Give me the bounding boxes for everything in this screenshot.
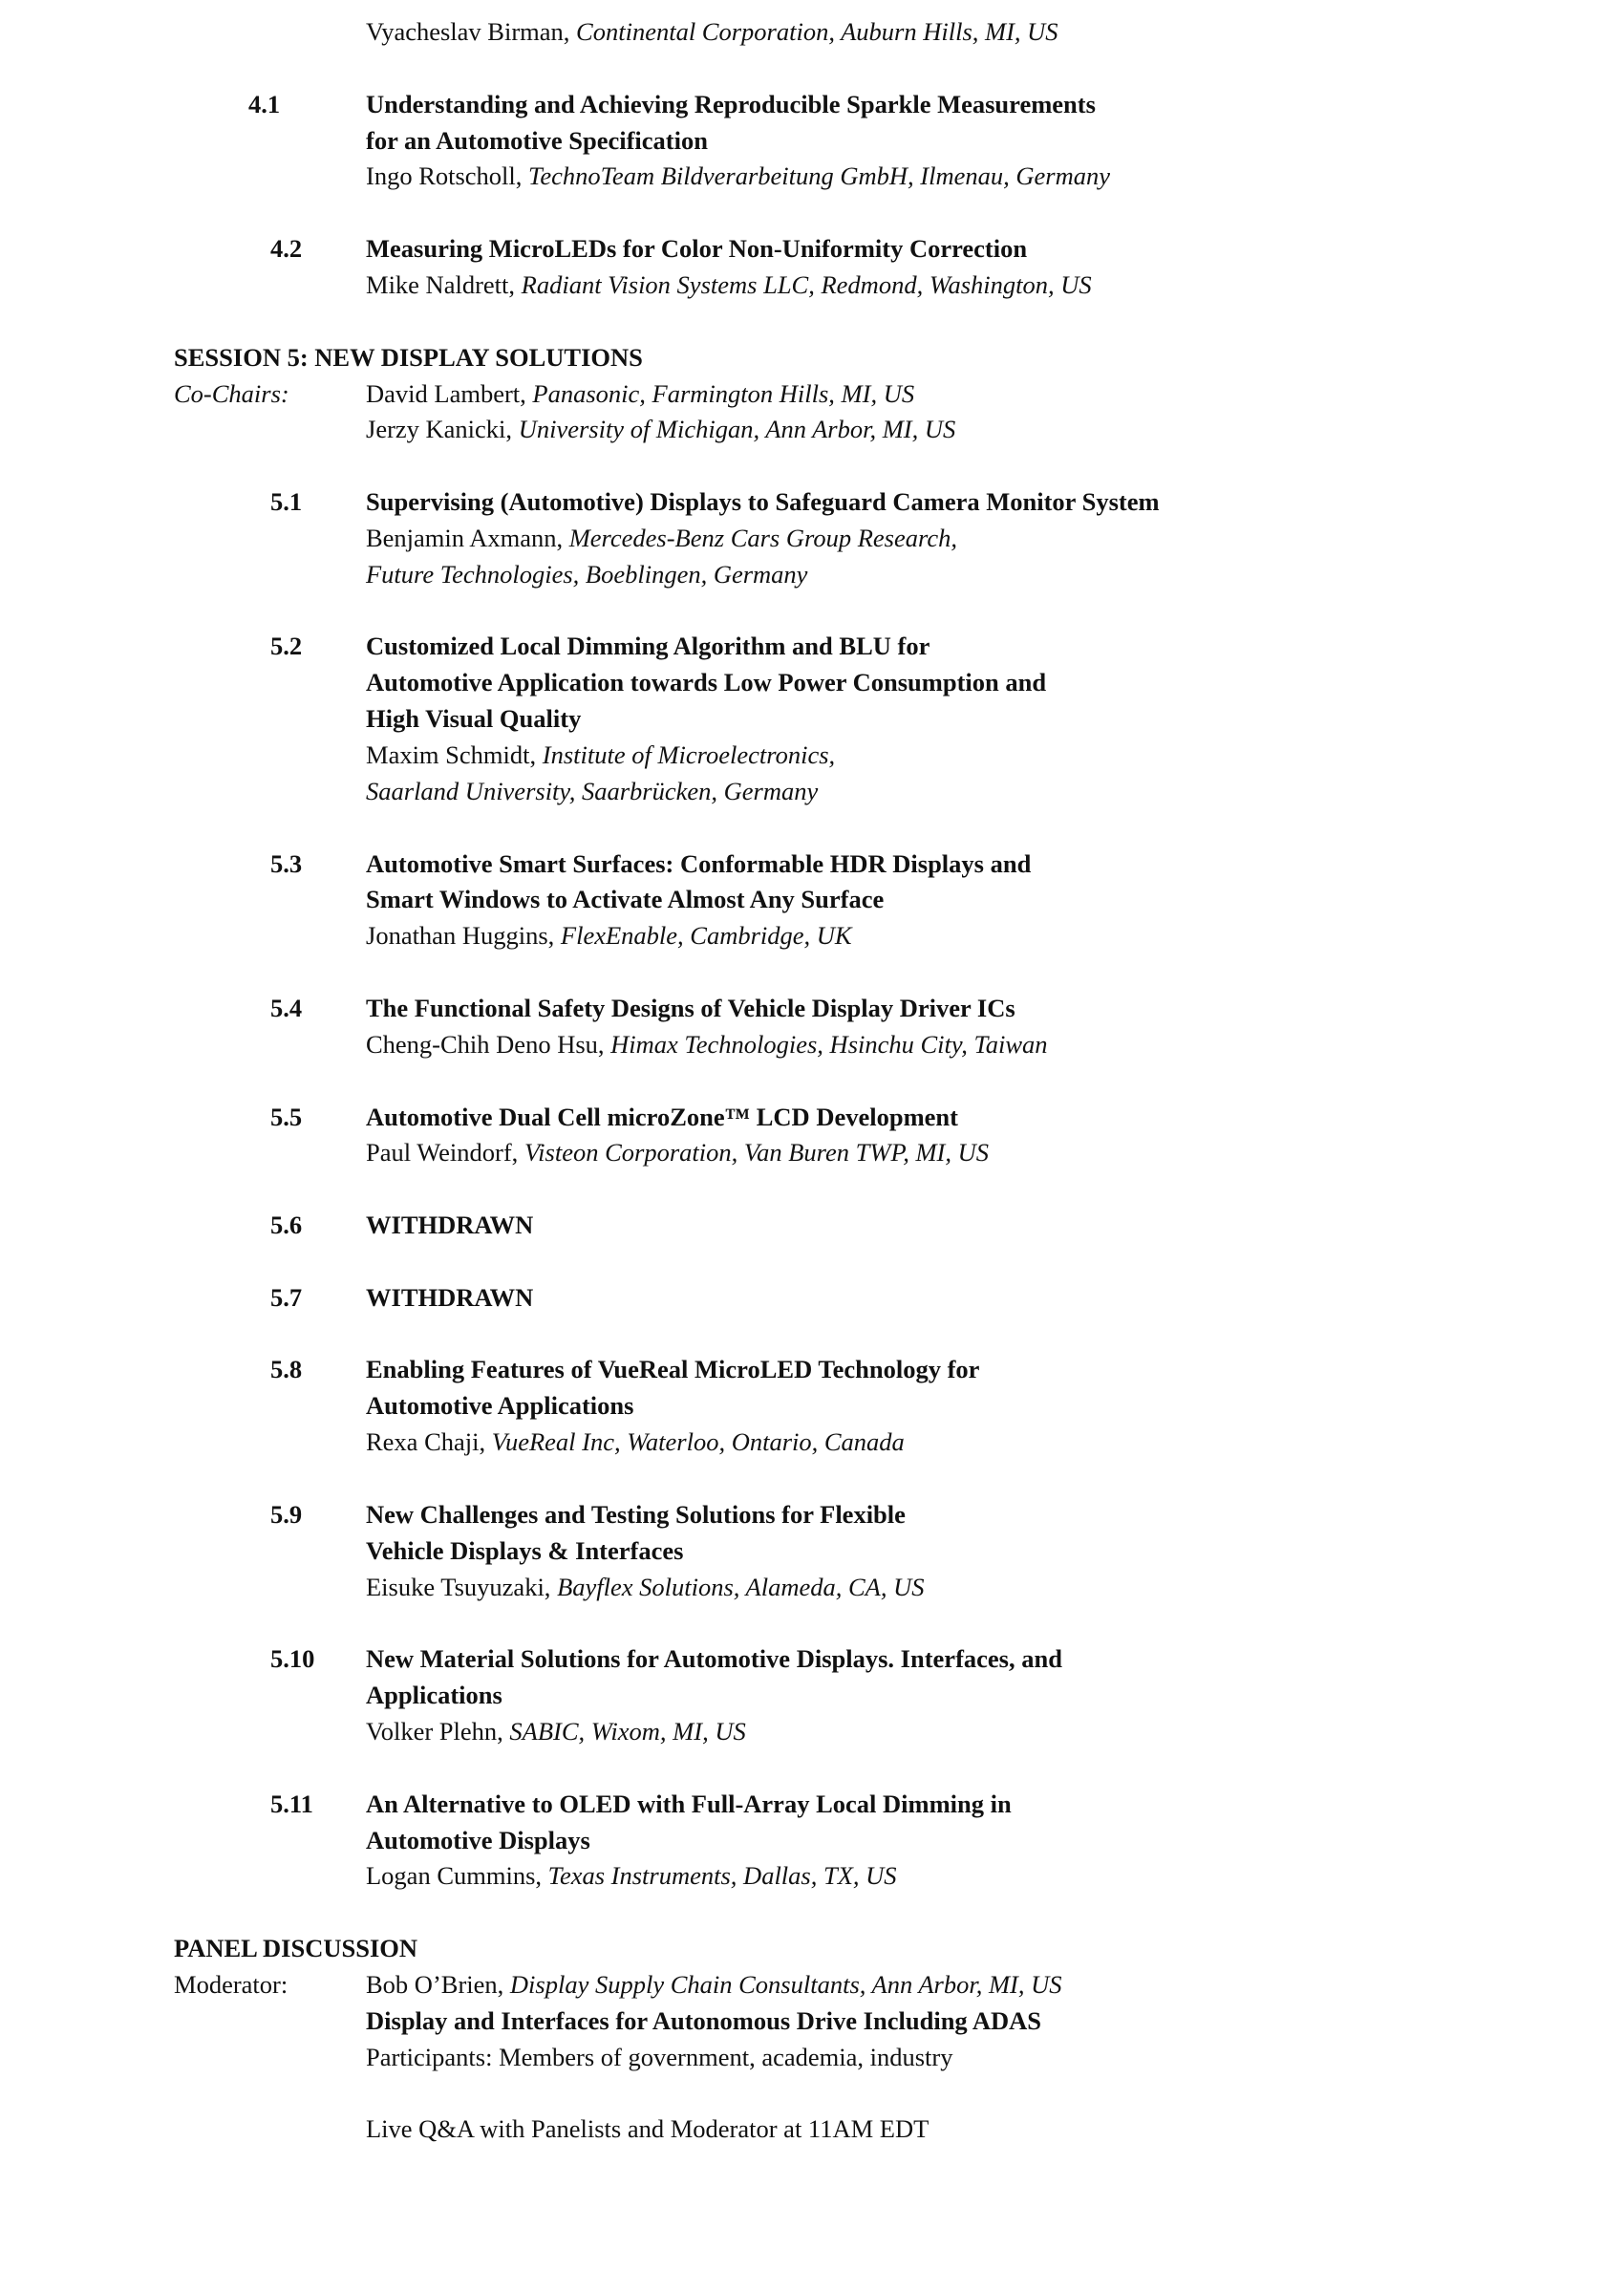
- author-name: Jonathan Huggins,: [366, 921, 555, 950]
- author-name: Mike Naldrett,: [366, 270, 516, 299]
- author-name: Eisuke Tsuyuzaki,: [366, 1573, 551, 1601]
- talk-affiliation-continued: [366, 556, 807, 592]
- author-affiliation: Mercedes-Benz Cars Group Research,: [568, 524, 957, 552]
- talk-number: 5.8: [270, 1355, 303, 1383]
- talk-title: for an Automotive Specification: [366, 126, 708, 155]
- author-name: Volker Plehn,: [366, 1717, 503, 1746]
- talk-affiliation-continued: [366, 773, 818, 809]
- author-affiliation: VueReal Inc, Waterloo, Ontario, Canada: [491, 1427, 905, 1456]
- author-affiliation: Radiant Vision Systems LLC, Redmond, Washington, US: [521, 270, 1092, 299]
- talk-author: [366, 1857, 897, 1894]
- author-affiliation: Texas Instruments, Dallas, TX, US: [547, 1861, 897, 1890]
- author-affiliation: Bayflex Solutions, Alameda, CA, US: [557, 1573, 925, 1601]
- panel-title: Display and Interfaces for Autonomous Drive Including ADAS: [366, 2006, 1041, 2035]
- author-name: Rexa Chaji,: [366, 1427, 486, 1456]
- talk-title: Automotive Dual Cell microZone™ LCD Development: [366, 1103, 958, 1131]
- talk-author: [366, 158, 1110, 194]
- talk-title: Automotive Applications: [366, 1391, 634, 1420]
- talk-author: [366, 1424, 905, 1460]
- talk-author: [366, 737, 835, 773]
- talk-number: 5.4: [270, 994, 303, 1022]
- talk-author: [366, 520, 957, 556]
- author-affiliation: Saarland University, Saarbrücken, Germany: [366, 777, 819, 805]
- author-affiliation: Display Supply Chain Consultants, Ann Arbor, MI, US: [509, 1970, 1062, 1999]
- author-name: Ingo Rotscholl,: [366, 161, 523, 190]
- talk-author: [366, 917, 852, 954]
- talk-number: 5.1: [270, 487, 303, 516]
- author-name: Benjamin Axmann,: [366, 524, 564, 552]
- author-affiliation: Himax Technologies, Hsinchu City, Taiwan: [610, 1030, 1048, 1059]
- cochairs-label: Co-Chairs:: [174, 379, 289, 408]
- author-name: Logan Cummins,: [366, 1861, 543, 1890]
- talk-number: 5.7: [270, 1283, 303, 1312]
- talk-title: Automotive Displays: [366, 1826, 590, 1854]
- talk-title: Understanding and Achieving Reproducible Sparkle Measurements: [366, 90, 1096, 118]
- talk-title: High Visual Quality: [366, 704, 582, 733]
- talk-title: Vehicle Displays & Interfaces: [366, 1536, 684, 1565]
- talk-number: 5.6: [270, 1211, 303, 1239]
- talk-title: Supervising (Automotive) Displays to Safeguard Camera Monitor System: [366, 487, 1160, 516]
- talk-author: [366, 1713, 746, 1749]
- author-affiliation: TechnoTeam Bildverarbeitung GmbH, Ilmenau, Germany: [528, 161, 1110, 190]
- talk-title: Automotive Application towards Low Power Consumption and: [366, 668, 1047, 696]
- talk-number: 5.10: [270, 1644, 315, 1673]
- talk-author: [366, 267, 1092, 303]
- author-name: Bob O’Brien,: [366, 1970, 504, 1999]
- author-affiliation: Future Technologies, Boeblingen, Germany: [366, 560, 808, 589]
- talk-title: The Functional Safety Designs of Vehicle Display Driver ICs: [366, 994, 1015, 1022]
- author-affiliation: SABIC, Wixom, MI, US: [509, 1717, 746, 1746]
- author-name: Vyacheslav Birman,: [366, 17, 570, 46]
- talk-title: WITHDRAWN: [366, 1283, 534, 1312]
- author-name: Jerzy Kanicki,: [366, 415, 513, 443]
- live-qa-note: Live Q&A with Panelists and Moderator at 11AM EDT: [366, 2114, 930, 2143]
- top-author-line: [366, 13, 1058, 50]
- talk-number: 5.2: [270, 632, 303, 660]
- author-affiliation: University of Michigan, Ann Arbor, MI, US: [518, 415, 956, 443]
- panel-participants: Participants: Members of government, academia, industry: [366, 2043, 953, 2071]
- moderator-label: Moderator:: [174, 1970, 288, 1999]
- talk-title: An Alternative to OLED with Full-Array Local Dimming in: [366, 1789, 1012, 1818]
- author-name: Paul Weindorf,: [366, 1138, 519, 1167]
- talk-number: 4.1: [248, 90, 281, 118]
- talk-number: 5.3: [270, 849, 303, 878]
- author-affiliation: Visteon Corporation, Van Buren TWP, MI, US: [524, 1138, 990, 1167]
- session-heading: SESSION 5: NEW DISPLAY SOLUTIONS: [174, 343, 643, 372]
- talk-author: [366, 1569, 925, 1605]
- talk-title: New Challenges and Testing Solutions for Flexible: [366, 1500, 906, 1529]
- talk-number: 5.9: [270, 1500, 303, 1529]
- talk-number: 5.11: [270, 1789, 313, 1818]
- cochair-line: [366, 375, 914, 412]
- talk-number: 5.5: [270, 1103, 303, 1131]
- talk-title: New Material Solutions for Automotive Displays. Interfaces, and: [366, 1644, 1062, 1673]
- talk-title: Measuring MicroLEDs for Color Non-Uniformity Correction: [366, 234, 1028, 263]
- author-affiliation: Institute of Microelectronics,: [542, 740, 836, 769]
- cochair-line: [366, 411, 955, 447]
- talk-number: 4.2: [270, 234, 303, 263]
- author-affiliation: FlexEnable, Cambridge, UK: [560, 921, 852, 950]
- author-affiliation: Continental Corporation, Auburn Hills, MI, US: [576, 17, 1058, 46]
- author-name: Maxim Schmidt,: [366, 740, 537, 769]
- talk-title: WITHDRAWN: [366, 1211, 534, 1239]
- moderator-line: [366, 1966, 1062, 2003]
- talk-title: Customized Local Dimming Algorithm and BLU for: [366, 632, 930, 660]
- talk-title: Enabling Features of VueReal MicroLED Technology for: [366, 1355, 980, 1383]
- talk-title: Automotive Smart Surfaces: Conformable HDR Displays and: [366, 849, 1032, 878]
- talk-title: Smart Windows to Activate Almost Any Surface: [366, 885, 885, 913]
- talk-author: [366, 1026, 1048, 1062]
- panel-heading: PANEL DISCUSSION: [174, 1934, 418, 1962]
- author-affiliation: Panasonic, Farmington Hills, MI, US: [532, 379, 915, 408]
- talk-author: [366, 1134, 989, 1170]
- author-name: David Lambert,: [366, 379, 526, 408]
- author-name: Cheng-Chih Deno Hsu,: [366, 1030, 605, 1059]
- talk-title: Applications: [366, 1681, 502, 1709]
